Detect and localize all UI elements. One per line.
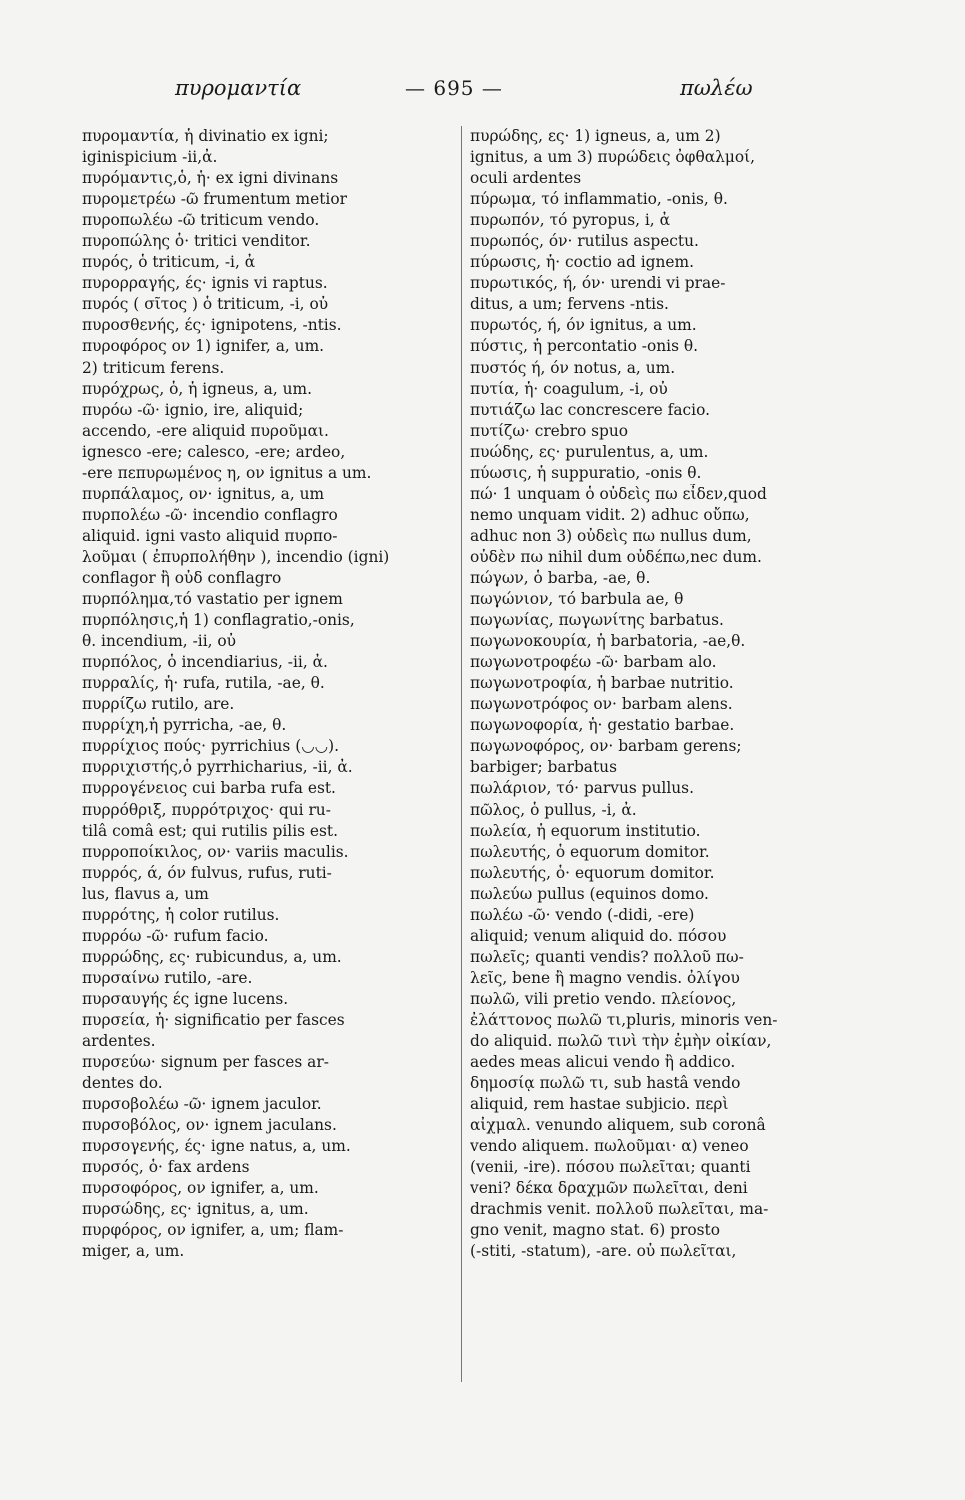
entry-line: (venii, -ire). πόσου πωλεῖται; quanti: [470, 1158, 751, 1177]
entry-line: πυρριχιστής,ὁ pyrrhicharius, -ii, ἀ.: [82, 758, 353, 777]
entry-line: πυρορραγής, ές· ignis vi raptus.: [82, 274, 328, 293]
entry-line: οὐδὲν πω nihil dum οὐδέπω,nec dum.: [470, 547, 762, 566]
entry-line: πύωσις, ἡ suppuratio, -onis θ.: [470, 463, 702, 482]
entry-line: πωγωνοφόρος, ον· barbam gerens;: [470, 737, 742, 756]
entry-line: πυρπόλημα,τό vastatio per ignem: [82, 590, 343, 609]
entry-line: πυρσεύω· signum per fasces ar-: [82, 1053, 329, 1072]
entry-line: πυρωτός, ή, όν ignitus, a um.: [470, 316, 697, 335]
entry-line: πυρώδης, ες· 1) igneus, a, um 2): [470, 127, 721, 145]
entry-line: dentes do.: [82, 1074, 163, 1093]
entry-line: πυροσθενής, ές· ignipotens, -ntis.: [82, 316, 342, 335]
entry-line: πωγωνοτροφέω -ῶ· barbam alo.: [470, 653, 717, 672]
entry-line: (-stiti, -statum), -are. οὐ πωλεῖται,: [470, 1242, 737, 1261]
entry-line: πυστός ή, όν notus, a, um.: [470, 358, 676, 377]
entry-line: conflagor ἢ οὐδ conflagro: [82, 568, 282, 587]
entry-line: πύστις, ἡ percontatio -onis θ.: [470, 337, 699, 356]
entry-line: πυρσοφόρος, ον ignifer, a, um.: [82, 1179, 319, 1198]
entry-line: drachmis venit. πολλοῦ πωλεῖται, ma-: [470, 1200, 769, 1219]
entry-line: πυρωπός, όν· rutilus aspectu.: [470, 232, 699, 251]
entry-line: πυρσοβόλος, ον· ignem jaculans.: [82, 1116, 337, 1135]
entry-line: πυρσεία, ἡ· significatio per fasces: [82, 1010, 345, 1029]
entry-line: πωλεῖς; quanti vendis? πολλοῦ πω-: [470, 947, 744, 966]
entry-line: πυροπωλέω -ῶ triticum vendo.: [82, 211, 320, 230]
column-divider: [461, 126, 462, 1382]
entry-line: barbiger; barbatus: [470, 758, 617, 777]
entry-line: ditus, a um; fervens -ntis.: [470, 295, 669, 314]
entry-line: πωγωνοφορία, ἡ· gestatio barbae.: [470, 716, 735, 735]
entry-line: oculi ardentes: [470, 169, 582, 188]
entry-line: πυτία, ἡ· coagulum, -i, οὐ: [470, 379, 668, 398]
entry-line: veni? δέκα δραχμῶν πωλεῖται, deni: [470, 1179, 748, 1198]
page-header: [0, 76, 965, 112]
entry-line: ardentes.: [82, 1032, 156, 1051]
entry-line: λεῖς, bene ἢ magno vendis. ὀλίγου: [470, 968, 740, 987]
entry-line: πωλέω -ῶ· vendo (-didi, -ere): [470, 905, 695, 924]
entry-line: πυρρίζω rutilo, are.: [82, 695, 235, 714]
entry-line: πυρωτικός, ή, όν· urendi vi prae-: [470, 274, 726, 293]
entry-line: πυρροποίκιλος, ον· variis maculis.: [82, 842, 349, 861]
entry-line: -ere πεπυρωμένος η, ον ignitus a um.: [82, 463, 372, 482]
entry-line: πωλάριον, τό· parvus pullus.: [470, 779, 694, 798]
entry-line: πυρφόρος, ον ignifer, a, um; flam-: [82, 1221, 344, 1240]
entry-line: θ. incendium, -ii, οὐ: [82, 632, 237, 651]
entry-line: πυρραλίς, ἡ· rufa, rutila, -ae, θ.: [82, 674, 325, 693]
entry-line: πυρσός, ὁ· fax ardens: [82, 1158, 250, 1177]
entry-line: vendo aliquem. πωλοῦμαι· α) veneo: [470, 1137, 749, 1156]
entry-line: nemo unquam vidit. 2) adhuc οὔπω,: [470, 505, 750, 524]
entry-line: πυώδης, ες· purulentus, a, um.: [470, 442, 709, 461]
entry-line: aliquid. igni vasto aliquid πυρπο-: [82, 526, 338, 545]
running-head-right: πωλέω: [680, 76, 753, 100]
entry-line: miger, a, um.: [82, 1242, 185, 1261]
entry-line: πωλῶ, vili pretio vendo. πλείονος,: [470, 989, 737, 1008]
entry-line: πῶλος, ὁ pullus, -i, ἀ.: [470, 800, 637, 819]
right-column: [470, 126, 865, 1263]
entry-line: πυρσοβολέω -ῶ· ignem jaculor.: [82, 1095, 322, 1114]
entry-line: πυρρογένειος cui barba rufa est.: [82, 779, 336, 798]
entry-line: πυρός ( σῖτος ) ὁ triticum, -i, οὐ: [82, 295, 329, 314]
entry-line: ignesco -ere; calesco, -ere; ardeo,: [82, 442, 346, 461]
entry-line: tilâ comâ est; qui rutilis pilis est.: [82, 821, 338, 840]
entry-line: πυρόω -ῶ· ignio, ire, aliquid;: [82, 400, 304, 419]
entry-line: πυτιάζω lac concrescere facio.: [470, 400, 710, 419]
entry-line: πυρρίχη,ἡ pyrricha, -ae, θ.: [82, 716, 287, 735]
entry-line: gno venit, magno stat. 6) prosto: [470, 1221, 720, 1240]
entry-line: πυρπολέω -ῶ· incendio conflagro: [82, 505, 338, 524]
entry-line: πυρομετρέω -ῶ frumentum metior: [82, 190, 347, 209]
entry-line: accendo, -ere aliquid πυροῦμαι.: [82, 421, 329, 440]
entry-line: aedes meas alicui vendo ἢ addico.: [470, 1053, 736, 1072]
page-number: — 695 —: [405, 76, 503, 100]
left-column: [82, 126, 467, 1263]
entry-line: πυρρώδης, ες· rubicundus, a, um.: [82, 947, 342, 966]
entry-line: πωλεία, ἡ equorum institutio.: [470, 821, 701, 840]
entry-line: πωλευτής, ὁ· equorum domitor.: [470, 863, 715, 882]
entry-line: λοῦμαι ( ἐπυρπολήθην ), incendio (igni): [82, 547, 390, 566]
entry-line: iginispicium -ii,ἀ.: [82, 148, 218, 167]
entry-line: πυρρόω -ῶ· rufum facio.: [82, 926, 269, 945]
entry-line: πωγωνοκουρία, ἡ barbatoria, -ae,θ.: [470, 632, 746, 651]
entry-line: πύρωμα, τό inflammatio, -onis, θ.: [470, 190, 728, 209]
entry-line: πυρομαντία, ἡ divinatio ex igni;: [82, 127, 329, 145]
entry-line: πυτίζω· crebro spuo: [470, 421, 629, 440]
entry-line: πυρρίχιος πούς· pyrrichius (◡◡).: [82, 737, 339, 756]
entry-line: αἰχμαλ. venundo aliquem, sub coronâ: [470, 1116, 766, 1135]
entry-line: πωγωνίας, πωγωνίτης barbatus.: [470, 611, 724, 630]
entry-line: aliquid, rem hastae subjicio. περὶ: [470, 1095, 729, 1114]
entry-line: πυρρότης, ἡ color rutilus.: [82, 905, 280, 924]
entry-line: πώ· 1 unquam ὁ οὐδεὶς πω εἶδεν,quod: [470, 484, 767, 503]
entry-line: πυρπόλος, ὁ incendiarius, -ii, ἀ.: [82, 653, 328, 672]
entry-line: 2) triticum ferens.: [82, 358, 225, 377]
entry-line: adhuc non 3) οὐδεὶς πω nullus dum,: [470, 526, 752, 545]
entry-line: ἐλάττονος πωλῶ τι,pluris, minoris ven-: [470, 1010, 778, 1029]
entry-line: πυρόμαντις,ὁ, ἡ· ex igni divinans: [82, 169, 339, 188]
entry-line: πωγώνιον, τό barbula ae, θ: [470, 590, 684, 609]
entry-line: πωγωνοτροφία, ἡ barbae nutritio.: [470, 674, 734, 693]
entry-line: πώγων, ὁ barba, -ae, θ.: [470, 568, 651, 587]
entry-line: πυρρόθριξ, πυρρότριχος· qui ru-: [82, 800, 331, 819]
entry-line: πυρωπόν, τό pyropus, i, ἀ: [470, 211, 670, 230]
entry-line: πωλεύω pullus (equinos domo.: [470, 884, 709, 903]
entry-line: ignitus, a um 3) πυρώδεις ὀφθαλμοί,: [470, 148, 756, 167]
entry-line: πυρπάλαμος, ον· ignitus, a, um: [82, 484, 325, 503]
entry-line: δημοσίᾳ πωλῶ τι, sub hastâ vendo: [470, 1074, 741, 1093]
entry-line: πυρόχρως, ὁ, ἡ igneus, a, um.: [82, 379, 313, 398]
entry-line: πυρπόλησις,ἡ 1) conflagratio,-onis,: [82, 611, 355, 630]
entry-line: πωλευτής, ὁ equorum domitor.: [470, 842, 710, 861]
entry-line: πυρσαίνω rutilo, -are.: [82, 968, 253, 987]
entry-line: πυρσώδης, ες· ignitus, a, um.: [82, 1200, 309, 1219]
entry-line: πυρός, ὁ triticum, -i, ἀ: [82, 253, 256, 272]
entry-line: πυροφόρος ον 1) ignifer, a, um.: [82, 337, 325, 356]
entry-line: πύρωσις, ἡ· coctio ad ignem.: [470, 253, 694, 272]
entry-line: aliquid; venum aliquid do. πόσου: [470, 926, 727, 945]
running-head-left: πυρομαντία: [175, 76, 302, 100]
entry-line: do aliquid. πωλῶ τινὶ τὴν ἐμὴν οἰκίαν,: [470, 1032, 772, 1051]
entry-line: πυρρός, ά, όν fulvus, rufus, ruti-: [82, 863, 332, 882]
entry-line: πυροπώλης ὁ· tritici venditor.: [82, 232, 311, 251]
entry-line: lus, flavus a, um: [82, 884, 209, 903]
entry-line: πυρσογενής, ές· igne natus, a, um.: [82, 1137, 351, 1156]
entry-line: πυρσαυγής ές igne lucens.: [82, 989, 289, 1008]
entry-line: πωγωνοτρόφος ον· barbam alens.: [470, 695, 733, 714]
